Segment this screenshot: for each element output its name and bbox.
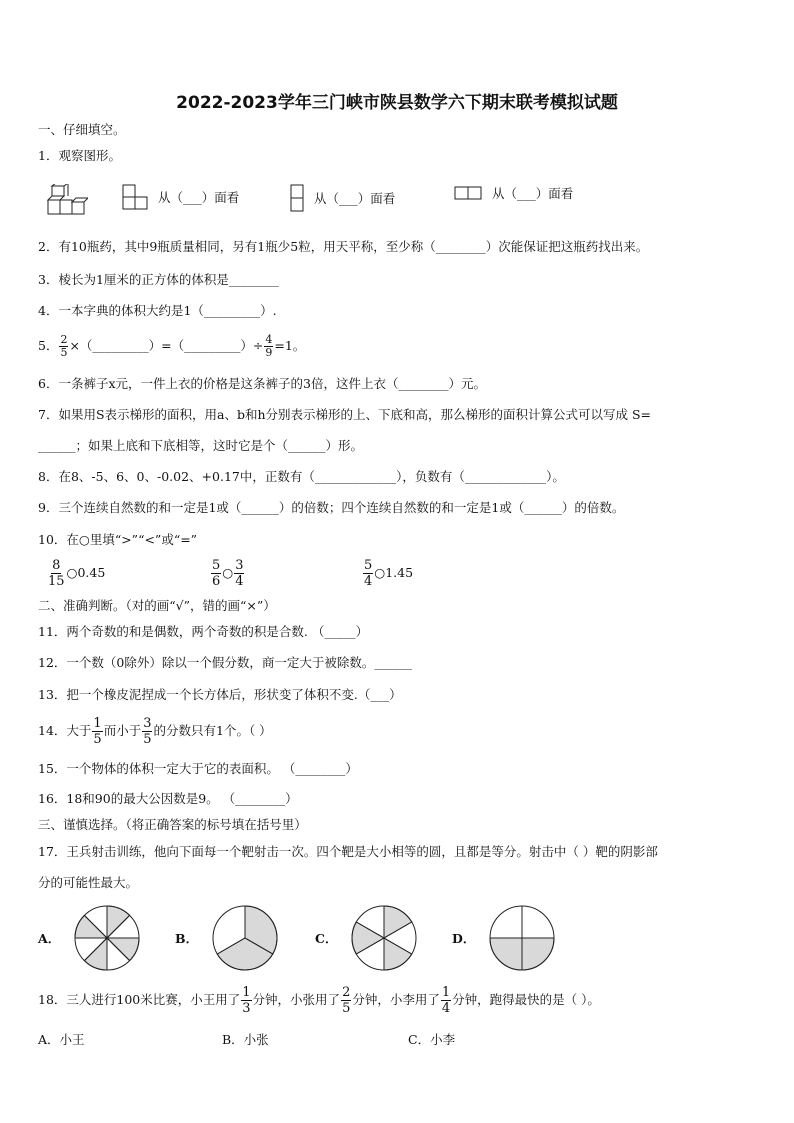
q1-view-1 <box>122 184 239 210</box>
numerator: 1 <box>242 985 251 1000</box>
denominator: 5 <box>342 1001 351 1016</box>
question-10: 10．在○里填“>”“<”或“=” <box>38 532 198 547</box>
target-circle-3-parts-icon <box>212 905 278 971</box>
numerator: 5 <box>212 558 221 573</box>
q18-option-b[interactable]: B．小张 <box>222 1032 269 1047</box>
question-5 <box>38 332 305 360</box>
numerator: 2 <box>342 985 351 1000</box>
question-3: 3．棱长为1厘米的正方体的体积是________ <box>38 272 279 287</box>
denominator: 5 <box>93 732 102 747</box>
denominator: 6 <box>212 574 221 589</box>
numerator: 1 <box>93 716 102 731</box>
question-4: 4．一本字典的体积大约是1（_________）. <box>38 303 277 318</box>
question-6: 6．一条裤子x元，一件上衣的价格是这条裤子的3倍，这件上衣（________）元。 <box>38 376 486 391</box>
numerator: 2 <box>60 333 68 346</box>
target-circle-4-parts-icon <box>489 905 555 971</box>
numerator: 1 <box>441 985 451 1000</box>
denominator: 4 <box>235 574 244 589</box>
section-heading-1: 一、仔细填空。 <box>38 122 126 137</box>
question-16: 16．18和90的最大公因数是9。 （________） <box>38 791 298 806</box>
q1-view-3 <box>454 184 573 202</box>
option-label: A． <box>38 931 61 946</box>
denominator: 4 <box>441 1001 451 1016</box>
cube-stack-figure <box>46 184 88 218</box>
q18-option-c[interactable]: C．小李 <box>408 1032 456 1047</box>
q1-view-1-label: 从（___）面看 <box>158 190 240 205</box>
denominator: 15 <box>48 574 65 589</box>
question-8: 8．在8、-5、6、0、-0.02、+0.17中，正数有（_____________），负数有（_____________）。 <box>38 469 565 484</box>
q10-item-2 <box>210 556 245 590</box>
q10-item-1 <box>46 556 105 590</box>
q17-option-c[interactable] <box>315 905 417 971</box>
q10-item-3 <box>362 556 413 590</box>
question-14 <box>38 714 272 748</box>
q5-tail: =1。 <box>274 338 306 353</box>
q18-option-a[interactable]: A．小王 <box>38 1032 85 1047</box>
page-title: 2022-2023学年三门峡市陕县数学六下期末联考模拟试题 <box>176 93 618 113</box>
denominator: 5 <box>60 346 68 359</box>
question-9: 9．三个连续自然数的和一定是1或（______）的倍数；四个连续自然数的和一定是1或（______）的倍数。 <box>38 500 625 515</box>
view-column-icon <box>290 184 304 212</box>
numerator: 4 <box>265 333 273 346</box>
denominator: 9 <box>265 346 273 359</box>
fraction <box>59 334 68 359</box>
view-grid-icon <box>122 184 148 210</box>
q5-middle: ×（_________）=（_________）÷ <box>69 338 264 353</box>
question-12: 12．一个数（0除外）除以一个假分数，商一定大于被除数。______ <box>38 655 412 670</box>
target-circle-6-parts-icon <box>351 905 417 971</box>
q1-figures <box>38 184 758 220</box>
numerator: 5 <box>364 558 373 573</box>
q18-tail: 分钟，跑得最快的是（ ）。 <box>452 992 600 1007</box>
q10-item-2-circle: ○ <box>222 565 234 580</box>
option-label: D． <box>452 931 476 946</box>
fraction <box>47 558 66 589</box>
q14-middle: 而小于 <box>103 723 142 738</box>
question-13: 13．把一个橡皮泥捏成一个长方体后，形状变了体积不变.（___） <box>38 687 402 702</box>
option-label: C． <box>315 931 338 946</box>
fraction <box>142 716 152 747</box>
numerator: 3 <box>143 716 152 731</box>
fraction <box>363 558 373 589</box>
fraction <box>241 985 251 1016</box>
option-label: B． <box>175 931 199 946</box>
q18-prefix: 18．三人进行100米比赛，小王用了 <box>38 992 241 1007</box>
q17-option-a[interactable] <box>38 905 140 971</box>
q1-view-3-label: 从（___）面看 <box>492 186 574 201</box>
denominator: 4 <box>364 574 373 589</box>
fraction <box>92 716 102 747</box>
q10-item-3-rest: ○1.45 <box>374 565 414 580</box>
q1-view-2-label: 从（___）面看 <box>314 191 396 206</box>
q14-tail: 的分数只有1个。（ ） <box>153 723 272 738</box>
q18-middle-2: 分钟，小李用了 <box>352 992 440 1007</box>
section-heading-3: 三、谨慎选择。（将正确答案的标号填在括号里） <box>38 817 307 832</box>
question-7-line-1: 7．如果用S表示梯形的面积，用a、b和h分别表示梯形的上、下底和高，那么梯形的面积计算公式可以写成 S= <box>38 407 652 422</box>
question-1: 1．观察图形。 <box>38 148 121 163</box>
fraction <box>341 985 351 1016</box>
question-18 <box>38 982 600 1018</box>
q18-middle-1: 分钟，小张用了 <box>252 992 341 1007</box>
question-15: 15．一个物体的体积一定大于它的表面积。 （________） <box>38 761 358 776</box>
fraction <box>234 558 244 589</box>
q17-option-b[interactable] <box>175 905 278 971</box>
target-circle-8-parts-icon <box>74 905 140 971</box>
numerator: 8 <box>52 558 61 573</box>
q10-item-1-rest: ○0.45 <box>66 565 106 580</box>
section-heading-2: 二、准确判断。（对的画“√”，错的画“×”） <box>38 598 276 613</box>
question-17-line-1: 17．王兵射击训练，他向下面每一个靶射击一次。四个靶是大小相等的圆，且都是等分。射击中（ ）靶的阴影部 <box>38 844 658 859</box>
question-11: 11．两个奇数的和是偶数，两个奇数的积是合数. （_____） <box>38 624 369 639</box>
question-17-line-2: 分的可能性最大。 <box>38 875 139 890</box>
q14-prefix: 14．大于 <box>38 723 92 738</box>
fraction <box>211 558 221 589</box>
question-7-line-2: ______；如果上底和下底相等，这时它是个（______）形。 <box>38 438 364 453</box>
question-2: 2．有10瓶药，其中9瓶质量相同，另有1瓶少5粒，用天平称，至少称（________）次能保证把这瓶药找出来。 <box>38 239 649 254</box>
numerator: 3 <box>235 558 244 573</box>
denominator: 5 <box>143 732 152 747</box>
denominator: 3 <box>242 1001 251 1016</box>
fraction <box>264 334 273 359</box>
fraction <box>441 985 451 1016</box>
q5-prefix: 5． <box>38 338 59 353</box>
q17-option-d[interactable] <box>452 905 555 971</box>
view-row-icon <box>454 186 482 200</box>
q1-view-2 <box>290 184 395 212</box>
